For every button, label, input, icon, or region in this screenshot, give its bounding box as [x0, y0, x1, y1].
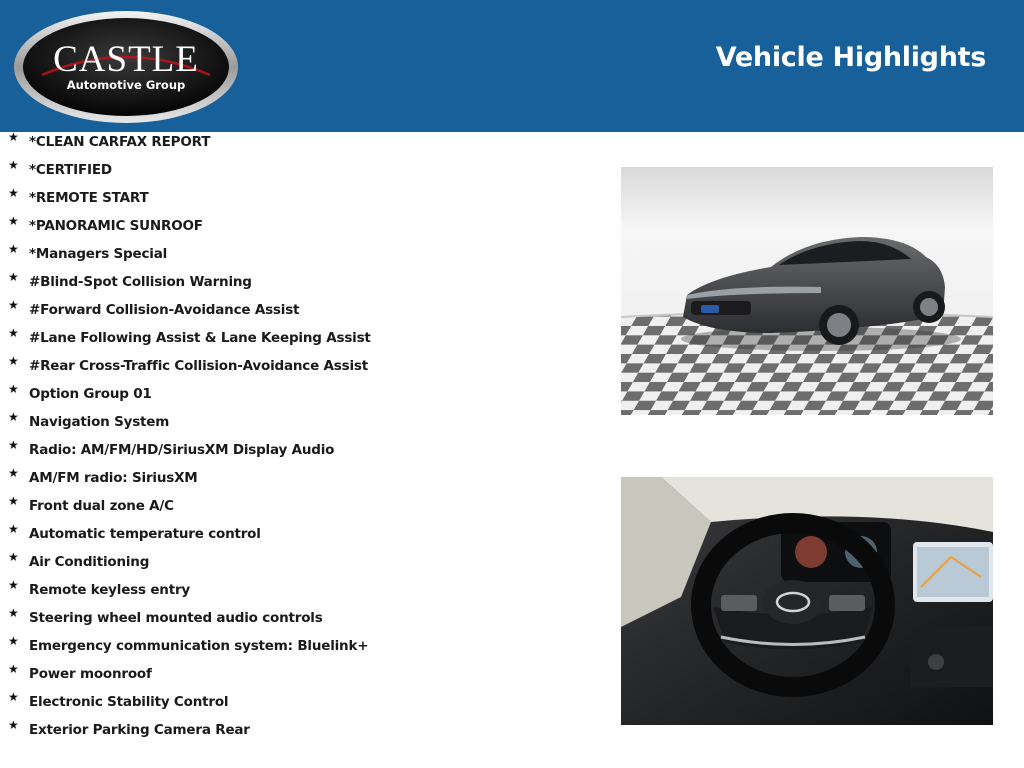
feature-item	[0, 660, 600, 688]
exterior-photo	[621, 167, 993, 415]
feature-item	[0, 128, 600, 156]
logo-name: CASTLE	[53, 39, 199, 80]
star-icon: ★	[8, 382, 19, 396]
feature-text: *CERTIFIED	[29, 162, 112, 178]
star-icon: ★	[8, 326, 19, 340]
feature-text: Electronic Stability Control	[29, 694, 229, 710]
star-icon: ★	[8, 354, 19, 368]
feature-text: #Rear Cross-Traffic Collision-Avoidance Assist	[29, 358, 368, 374]
feature-text: #Blind-Spot Collision Warning	[29, 274, 252, 290]
star-icon: ★	[8, 158, 19, 172]
star-icon: ★	[8, 690, 19, 704]
feature-item	[0, 352, 600, 380]
feature-text: Exterior Parking Camera Rear	[29, 722, 250, 738]
feature-text: Radio: AM/FM/HD/SiriusXM Display Audio	[29, 442, 335, 458]
feature-text: Remote keyless entry	[29, 582, 191, 598]
star-icon: ★	[8, 466, 19, 480]
castle-logo	[12, 9, 240, 125]
feature-text: Option Group 01	[29, 386, 152, 402]
feature-text: #Lane Following Assist & Lane Keeping Assist	[29, 330, 371, 346]
star-icon: ★	[8, 214, 19, 228]
star-icon: ★	[8, 578, 19, 592]
feature-item	[0, 296, 600, 324]
feature-item	[0, 576, 600, 604]
feature-item	[0, 212, 600, 240]
feature-text: Power moonroof	[29, 666, 152, 682]
feature-text: Automatic temperature control	[29, 526, 261, 542]
features-list	[0, 128, 600, 744]
feature-text: Navigation System	[29, 414, 170, 430]
feature-item	[0, 632, 600, 660]
feature-text: *CLEAN CARFAX REPORT	[29, 134, 211, 150]
feature-text: *PANORAMIC SUNROOF	[29, 218, 203, 234]
star-icon: ★	[8, 410, 19, 424]
feature-item	[0, 408, 600, 436]
feature-item	[0, 156, 600, 184]
star-icon: ★	[8, 718, 19, 732]
star-icon: ★	[8, 606, 19, 620]
star-icon: ★	[8, 298, 19, 312]
feature-item	[0, 492, 600, 520]
logo-tagline: Automotive Group	[66, 78, 186, 92]
feature-text: Steering wheel mounted audio controls	[29, 610, 323, 626]
feature-item	[0, 716, 600, 744]
feature-item	[0, 184, 600, 212]
feature-text: Front dual zone A/C	[29, 498, 174, 514]
star-icon: ★	[8, 494, 19, 508]
star-icon: ★	[8, 130, 19, 144]
header-bar	[0, 0, 1024, 132]
feature-item	[0, 240, 600, 268]
feature-text: Emergency communication system: Bluelink+	[29, 638, 369, 654]
feature-item	[0, 604, 600, 632]
star-icon: ★	[8, 438, 19, 452]
feature-text: *REMOTE START	[29, 190, 149, 206]
feature-item	[0, 436, 600, 464]
feature-text: #Forward Collision-Avoidance Assist	[29, 302, 300, 318]
feature-item	[0, 324, 600, 352]
star-icon: ★	[8, 242, 19, 256]
feature-text: Air Conditioning	[29, 554, 150, 570]
star-icon: ★	[8, 186, 19, 200]
star-icon: ★	[8, 270, 19, 284]
feature-item	[0, 380, 600, 408]
star-icon: ★	[8, 550, 19, 564]
feature-item	[0, 688, 600, 716]
feature-item	[0, 268, 600, 296]
star-icon: ★	[8, 634, 19, 648]
feature-text: *Managers Special	[29, 246, 168, 262]
feature-item	[0, 464, 600, 492]
page-title: Vehicle Highlights	[715, 42, 986, 73]
feature-text: AM/FM radio: SiriusXM	[29, 470, 198, 486]
interior-photo	[621, 477, 993, 725]
feature-item	[0, 520, 600, 548]
star-icon: ★	[8, 522, 19, 536]
star-icon: ★	[8, 662, 19, 676]
feature-item	[0, 548, 600, 576]
